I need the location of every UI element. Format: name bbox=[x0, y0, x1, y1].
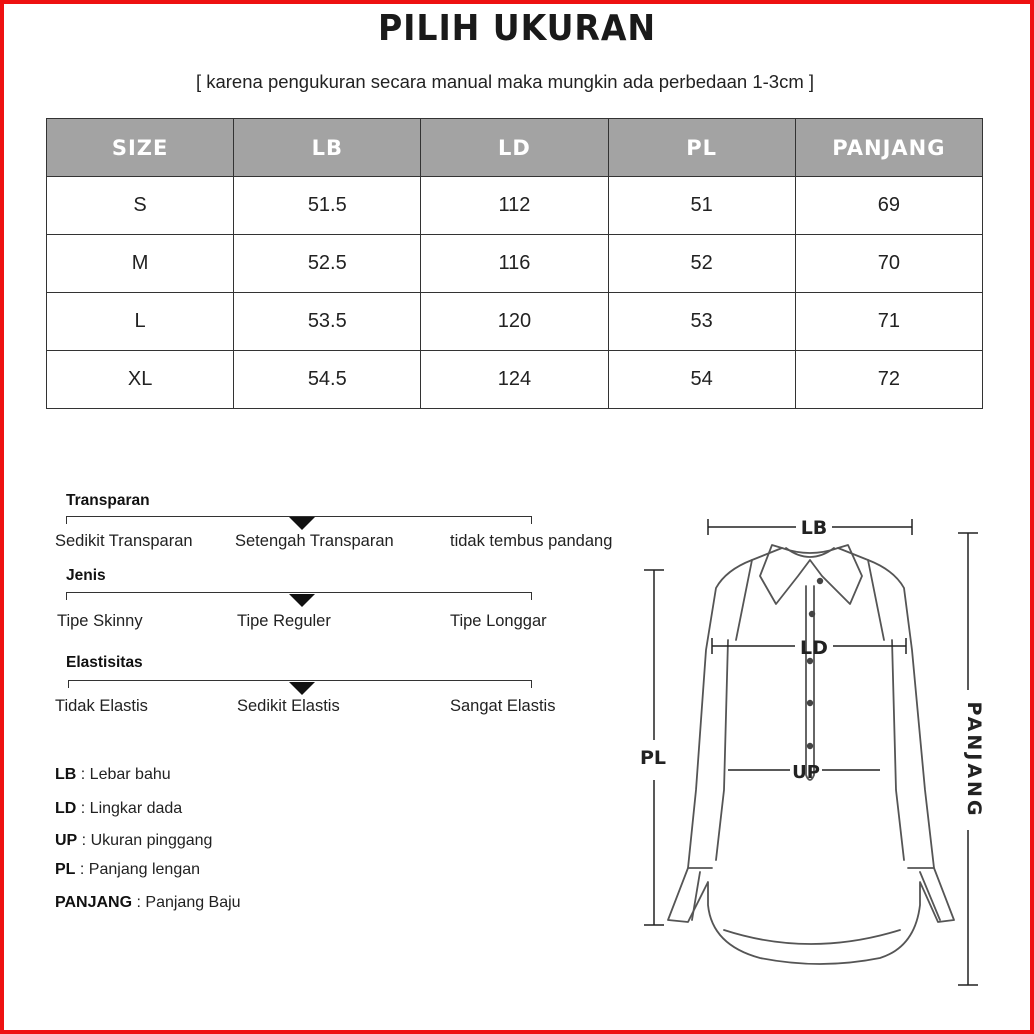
label-up: UP bbox=[792, 762, 820, 783]
legend-item-up: UP : Ukuran pinggang bbox=[55, 832, 213, 849]
header-ld: LD bbox=[421, 119, 608, 177]
cell-panjang: 71 bbox=[795, 293, 982, 351]
shirt-outline-icon bbox=[668, 545, 954, 964]
cell-ld: 116 bbox=[421, 235, 608, 293]
scale-option: tidak tembus pandang bbox=[450, 532, 613, 550]
table-row bbox=[47, 177, 983, 235]
cell-panjang: 72 bbox=[795, 351, 982, 409]
size-table bbox=[46, 118, 983, 409]
legend-item-lb: LB : Lebar bahu bbox=[55, 766, 171, 783]
legend-item-ld: LD : Lingkar dada bbox=[55, 800, 183, 817]
cell-pl: 54 bbox=[608, 351, 795, 409]
header-panjang: PANJANG bbox=[795, 119, 982, 177]
table-row bbox=[47, 351, 983, 409]
cell-size: M bbox=[47, 235, 234, 293]
scale-marker-jenis bbox=[289, 594, 315, 607]
cell-ld: 120 bbox=[421, 293, 608, 351]
cell-ld: 124 bbox=[421, 351, 608, 409]
cell-pl: 52 bbox=[608, 235, 795, 293]
label-panjang: PANJANG bbox=[963, 701, 985, 819]
label-pl: PL bbox=[639, 747, 667, 769]
cell-ld: 112 bbox=[421, 177, 608, 235]
label-lb: LB bbox=[800, 517, 828, 539]
cell-lb: 52.5 bbox=[234, 235, 421, 293]
cell-lb: 51.5 bbox=[234, 177, 421, 235]
measurement-note: [ karena pengukuran secara manual maka mungkin ada perbedaan 1-3cm ] bbox=[195, 71, 815, 92]
table-row bbox=[47, 235, 983, 293]
header-pl: PL bbox=[608, 119, 795, 177]
table-row bbox=[47, 293, 983, 351]
cell-size: XL bbox=[47, 351, 234, 409]
cell-panjang: 70 bbox=[795, 235, 982, 293]
cell-panjang: 69 bbox=[795, 177, 982, 235]
scale-option: Tipe Reguler bbox=[237, 612, 331, 630]
scale-title-transparan: Transparan bbox=[66, 492, 150, 509]
scale-option: Setengah Transparan bbox=[235, 532, 394, 550]
measurement-arrows bbox=[644, 519, 978, 985]
cell-lb: 53.5 bbox=[234, 293, 421, 351]
legend-item-panjang: PANJANG : Panjang Baju bbox=[55, 894, 241, 911]
button-dots bbox=[807, 578, 823, 749]
header-lb: LB bbox=[234, 119, 421, 177]
scale-title-jenis: Jenis bbox=[66, 567, 106, 584]
size-table-header-row bbox=[47, 119, 983, 177]
shirt-diagram bbox=[630, 505, 1010, 995]
cell-size: S bbox=[47, 177, 234, 235]
cell-pl: 51 bbox=[608, 177, 795, 235]
cell-size: L bbox=[47, 293, 234, 351]
legend-item-pl: PL : Panjang lengan bbox=[55, 861, 201, 878]
scale-marker-transparan bbox=[289, 517, 315, 530]
cell-pl: 53 bbox=[608, 293, 795, 351]
scale-option: Sangat Elastis bbox=[450, 697, 556, 715]
label-ld: LD bbox=[800, 637, 828, 659]
scale-option: Tipe Skinny bbox=[57, 612, 143, 630]
header-size: SIZE bbox=[47, 119, 234, 177]
cell-lb: 54.5 bbox=[234, 351, 421, 409]
scale-option: Tipe Longgar bbox=[450, 612, 547, 630]
scale-option: Sedikit Transparan bbox=[55, 532, 193, 550]
scale-option: Sedikit Elastis bbox=[237, 697, 340, 715]
scale-marker-elastisitas bbox=[289, 682, 315, 695]
scale-title-elastisitas: Elastisitas bbox=[66, 654, 143, 671]
scale-option: Tidak Elastis bbox=[55, 697, 148, 715]
page-title: PILIH UKURAN bbox=[377, 8, 657, 49]
